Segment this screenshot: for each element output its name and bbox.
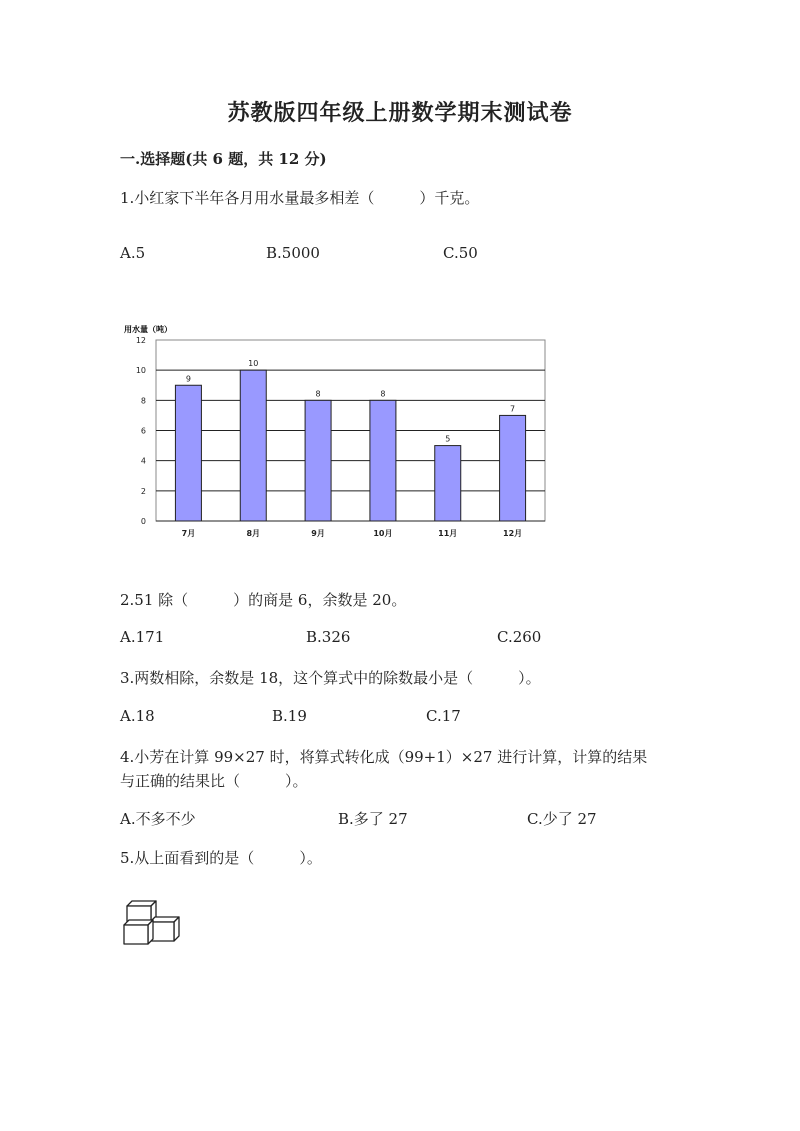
x-tick-label: 8月 <box>246 529 261 538</box>
cube-stack-figure <box>120 900 184 950</box>
question-2-option-a[interactable]: A.171 <box>120 628 165 646</box>
bar-value-label: 8 <box>380 389 386 399</box>
question-4: 4.小芳在计算 99×27 时，将算式转化成（99+1）×27 进行计算，计算的结果 <box>120 748 648 766</box>
question-3-option-a[interactable]: A.18 <box>120 707 155 725</box>
y-tick-label: 6 <box>140 426 146 436</box>
x-tick-label: 11月 <box>438 529 458 538</box>
question-3-option-b[interactable]: B.19 <box>272 707 307 725</box>
bar <box>435 446 461 521</box>
bar-value-label: 5 <box>445 434 451 444</box>
y-tick-label: 0 <box>140 517 146 526</box>
x-tick-label: 7月 <box>181 529 196 538</box>
question-2-option-c[interactable]: C.260 <box>497 628 542 646</box>
question-1: 1.小红家下半年各月用水量最多相差（ ）千克。 <box>120 189 480 207</box>
question-4-option-b[interactable]: B.多了 27 <box>338 810 408 828</box>
bar-value-label: 9 <box>185 374 191 384</box>
question-4-option-a[interactable]: A.不多不少 <box>120 810 196 828</box>
question-4-option-c[interactable]: C.少了 27 <box>527 810 597 828</box>
question-3: 3.两数相除，余数是 18，这个算式中的除数最小是（ ）。 <box>120 669 541 687</box>
bar-value-label: 10 <box>248 359 259 369</box>
section-heading: 一.选择题(共 6 题，共 12 分) <box>120 150 327 168</box>
question-1-option-c[interactable]: C.50 <box>443 244 478 262</box>
question-1-option-b[interactable]: B.5000 <box>266 244 320 262</box>
chart-grid <box>156 340 545 521</box>
question-2-option-b[interactable]: B.326 <box>306 628 351 646</box>
bar <box>305 400 331 521</box>
chart-ylabel: 用水量（吨） <box>124 325 172 334</box>
question-2: 2.51 除（ ）的商是 6，余数是 20。 <box>120 591 407 609</box>
bar <box>500 415 526 521</box>
water-usage-chart <box>120 318 560 548</box>
y-tick-label: 10 <box>135 366 146 376</box>
page-title: 苏教版四年级上册数学期末测试卷 <box>227 100 573 126</box>
bar <box>370 400 396 521</box>
question-5: 5.从上面看到的是（ ）。 <box>120 849 322 867</box>
x-tick-label: 10月 <box>373 529 393 538</box>
bar <box>175 385 201 521</box>
question-4-line-2: 与正确的结果比（ ）。 <box>120 772 308 790</box>
y-tick-label: 4 <box>140 456 146 466</box>
question-1-option-a[interactable]: A.5 <box>120 244 146 262</box>
x-tick-label: 12月 <box>503 529 523 538</box>
x-tick-label: 9月 <box>311 529 325 538</box>
bar <box>240 370 266 521</box>
bar-value-label: 8 <box>315 389 321 399</box>
y-tick-label: 2 <box>140 486 146 496</box>
chart-bars <box>175 370 525 521</box>
question-3-option-c[interactable]: C.17 <box>426 707 461 725</box>
y-tick-label: 8 <box>140 396 146 406</box>
bar-value-label: 7 <box>510 404 516 414</box>
y-tick-label: 12 <box>135 336 146 345</box>
